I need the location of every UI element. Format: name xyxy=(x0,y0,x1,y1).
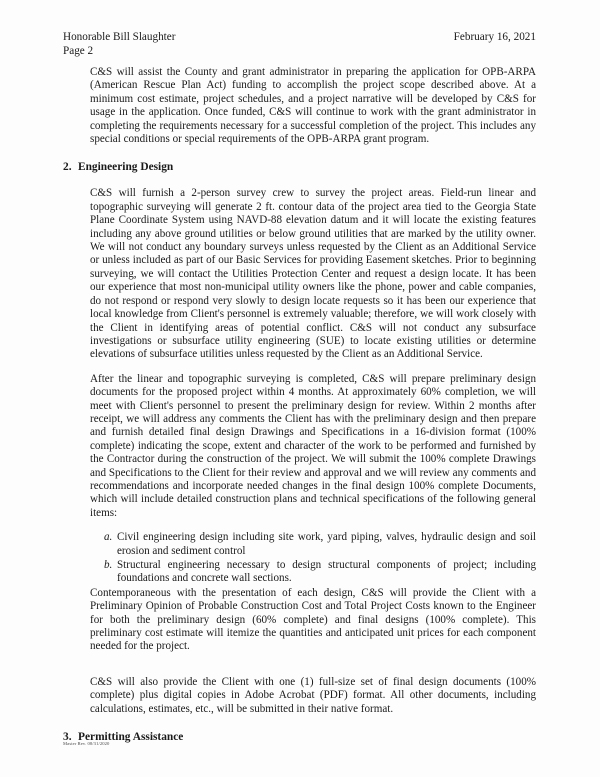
design-items-list xyxy=(63,531,536,586)
list-item xyxy=(104,531,536,558)
paragraph-survey-crew: C&S will furnish a 2-person survey crew to survey the project areas. Field-run linear and topographic surveying will generate 2 ft. contour data of the project area tied to the Georgia State Plane Coordinate System using NAVD-88 elevation datum and it will locate the existing features including any above ground utilities or below ground utilities that are marked by the utility owner. We will not conduct any boundary surveys unless requested by the Client as an Additional Service or unless included as part of our Basic Services for providing Easement sketches. Prior to beginning surveying, we will contact the Utilities Protection Center and request a design locate. It has been our experience that most non-municipal utility owners like the phone, power and cable companies, do not respond or respond very slowly to design locate requests so it has been our experience that local knowledge from Client's personnel is extremely valuable; therefore, we will work closely with the Client in identifying areas of potential conflict. C&S will not conduct any subsurface investigations or subsurface utility engineering (SUE) to locate existing utilities or determine elevations of subsurface utilities unless requested by the Client as an Additional Service. xyxy=(90,187,536,361)
list-item xyxy=(104,559,536,586)
list-item-text: Civil engineering design including site work, yard piping, valves, hydraulic design and soil erosion and sediment control xyxy=(117,531,536,557)
paragraph-deliverables: C&S will also provide the Client with one (1) full-size set of final design documents (100% complete) plus digital copies in Adobe Acrobat (PDF) format. All other documents, including calculations, estimates, etc., will be submitted in their native format. xyxy=(90,675,536,715)
header-addressee-block xyxy=(63,30,175,58)
section-heading-permitting-assistance xyxy=(63,730,536,744)
page-header xyxy=(63,30,536,58)
section-number: 3. xyxy=(63,731,72,744)
document-body xyxy=(63,66,536,757)
list-item-marker: a. xyxy=(104,531,113,544)
section-title: Permitting Assistance xyxy=(78,731,184,744)
header-date: February 16, 2021 xyxy=(453,31,536,43)
paragraph-grant-application: C&S will assist the County and grant administrator in preparing the application for OPB-ARPA (American Rescue Plan Act) funding to accomplish the project scope described above. At a minimum cost estimate, project schedules, and a project narrative will be developed by C&S for usage in the application. Once funded, C&S will continue to work with the grant administrator in completing the requirements necessary for a successful completion of the project. This includes any special conditions or special requirements of the OPB-ARPA grant program. xyxy=(90,66,536,146)
list-item-marker: b. xyxy=(104,559,113,571)
list-item-text: Structural engineering necessary to design structural components of project; including foundations and concrete wall sections. xyxy=(117,559,536,585)
header-page-number: Page 2 xyxy=(63,45,94,57)
paragraph-spacer xyxy=(63,665,536,676)
paragraph-cost-opinion: Contemporaneous with the presentation of each design, C&S will provide the Client with a Preliminary Opinion of Probable Construction Cost and Total Project Costs known to the Engineer for both the preliminary design (60% complete) and final designs (100% complete). This preliminary cost estimate will itemize the quantities and anticipated unit prices for each component needed for the project. xyxy=(90,586,536,653)
section-title: Engineering Design xyxy=(78,161,174,174)
section-number: 2. xyxy=(63,161,72,174)
footer-revision-stamp: Master Rev. 08/31/2020 xyxy=(63,741,110,746)
section-heading-engineering-design xyxy=(63,160,536,174)
header-recipient: Honorable Bill Slaughter xyxy=(63,31,176,43)
paragraph-design-documents: After the linear and topographic surveying is completed, C&S will prepare preliminary design documents for the proposed project within 4 months. At approximately 60% completion, we will meet with Client's personnel to present the preliminary design for review. Within 2 months after receipt, we will address any comments the Client has with the preliminary design and then prepare and furnish detailed final design Drawings and Specifications in a 16-division format (100% complete) indicating the scope, extent and character of the work to be performed and furnished by the Contractor during the construction of the project. We will submit the 100% complete Drawings and Specifications to the Client for their review and approval and we will review any comments and recommendations and incorporate needed changes in the final design 100% complete Documents, which will include detailed construction plans and technical specifications of the following general items: xyxy=(90,372,536,519)
